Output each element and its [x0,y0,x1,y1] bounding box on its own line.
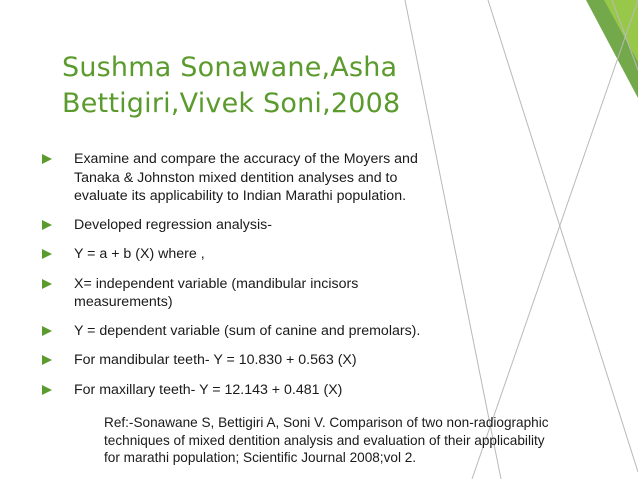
bullet-item [40,381,480,400]
bullet-text: X= independent variable (mandibular incisors [74,275,359,292]
deco-line-1 [488,0,638,472]
slide-title [62,50,482,122]
reference-note [104,414,636,467]
arrow-bullet-icon [42,326,52,336]
title-line-1: Sushma Sonawane,Asha [62,52,398,83]
reference-line: techniques of mixed dentition analysis and evaluation of their applicability [104,432,545,448]
bullet-text: evaluate its applicability to Indian Marathi population. [74,188,407,204]
arrow-bullet-icon [42,154,52,164]
reference-line: for marathi population; Scientific Journal 2008;vol 2. [104,450,417,465]
bullet-item [40,216,480,235]
bullet-text: Tanaka & Johnston mixed dentition analyses and to [74,169,398,186]
arrow-bullet-icon [42,385,52,395]
bullet-item [40,150,480,206]
bullet-text: For mandibular teeth- Y = 10.830 + 0.563 (X) [74,352,357,368]
arrow-bullet-icon [42,279,52,289]
bullet-text: Y = dependent variable (sum of canine and premolars). [74,322,421,339]
bullet-text: For maxillary teeth- Y = 12.143 + 0.481 (X) [74,381,343,398]
bullet-item [40,322,480,341]
deco-line-3 [472,0,638,479]
arrow-bullet-icon [42,220,52,230]
bullet-item [40,351,480,370]
reference-line: Ref:-Sonawane S, Bettigiri A, Soni V. Comparison of two non-radiographic [104,415,549,430]
bullet-text: Examine and compare the accuracy of the Moyers and [74,151,418,167]
title-line-2: Bettigiri,Vivek Soni,2008 [62,88,401,119]
bullet-text: Y = a + b (X) where , [74,246,205,262]
bullet-item [40,245,480,264]
bullet-list [40,150,480,399]
arrow-bullet-icon [42,249,52,259]
bullet-item [40,275,480,312]
bullet-text: measurements) [74,294,173,310]
bullet-text: Developed regression analysis- [74,216,272,233]
arrow-bullet-icon [42,355,52,365]
